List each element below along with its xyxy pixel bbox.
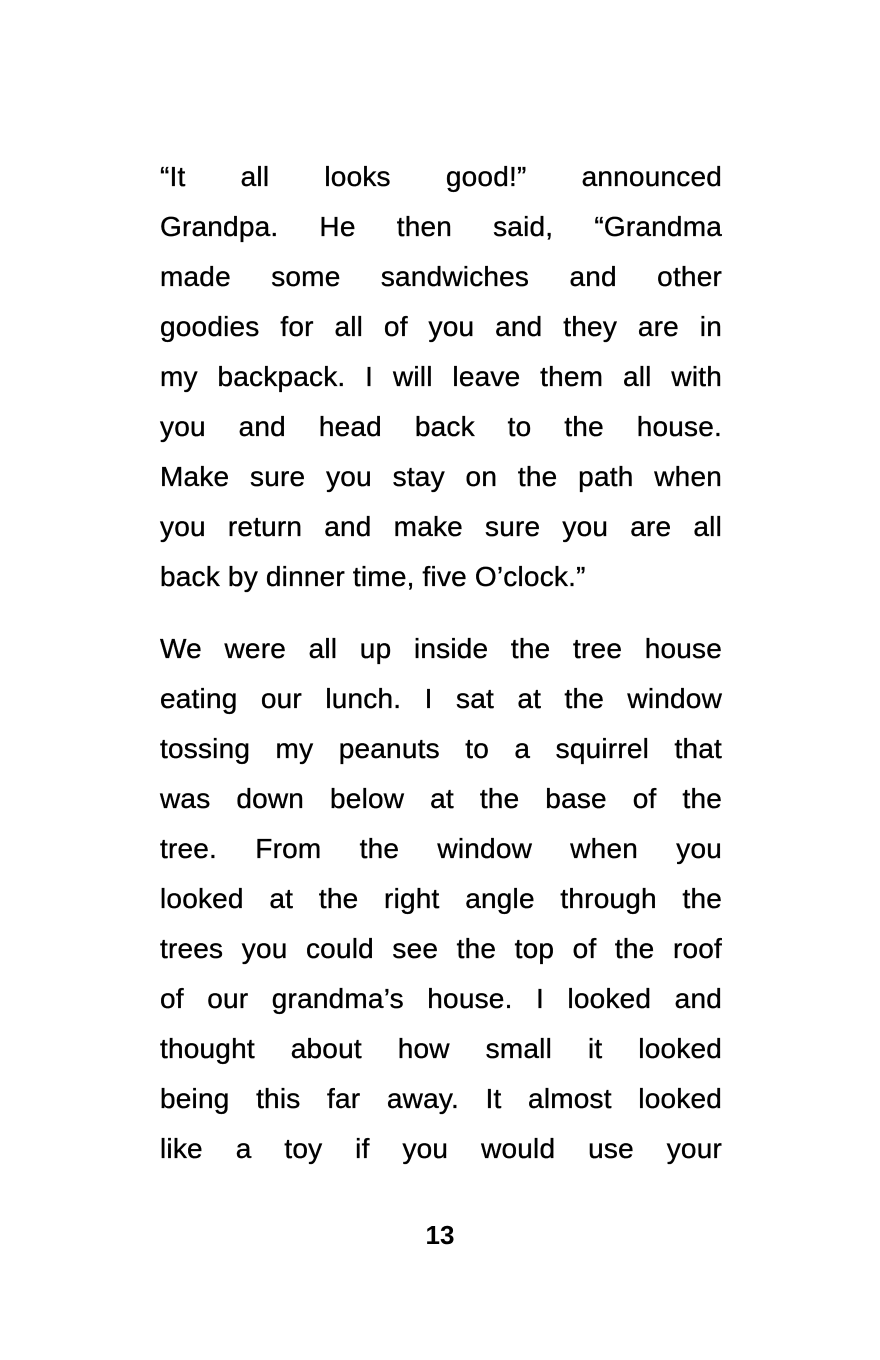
text-line: being this far away. It almost looked: [160, 1083, 722, 1114]
text-line: trees you could see the top of the roof: [160, 933, 722, 964]
text-line: We were all up inside the tree house: [160, 633, 722, 664]
text-line: you return and make sure you are all: [160, 511, 722, 542]
text-line: Grandpa. He then said, “Grandma: [160, 211, 722, 242]
paragraph-2: [160, 624, 722, 1174]
text-line: thought about how small it looked: [160, 1033, 722, 1064]
text-line: eating our lunch. I sat at the window: [160, 683, 722, 714]
paragraph-1: [160, 152, 722, 602]
page-number: 13: [425, 1220, 455, 1250]
text-line: you and head back to the house.: [160, 411, 722, 442]
text-line: “It all looks good!” announced: [160, 161, 722, 192]
text-line: was down below at the base of the: [160, 783, 722, 814]
text-line: back by dinner time, five O’clock.”: [160, 561, 586, 592]
text-line: Make sure you stay on the path when: [160, 461, 722, 492]
text-line: my backpack. I will leave them all with: [160, 361, 722, 392]
text-line: goodies for all of you and they are in: [160, 311, 722, 342]
text-line: like a toy if you would use your: [160, 1133, 722, 1164]
text-line: looked at the right angle through the: [160, 883, 722, 914]
text-line: made some sandwiches and other: [160, 261, 722, 292]
page-text-block: [160, 152, 722, 1196]
text-line: of our grandma’s house. I looked and: [160, 983, 722, 1014]
text-line: tree. From the window when you: [160, 833, 722, 864]
text-line: tossing my peanuts to a squirrel that: [160, 733, 722, 764]
